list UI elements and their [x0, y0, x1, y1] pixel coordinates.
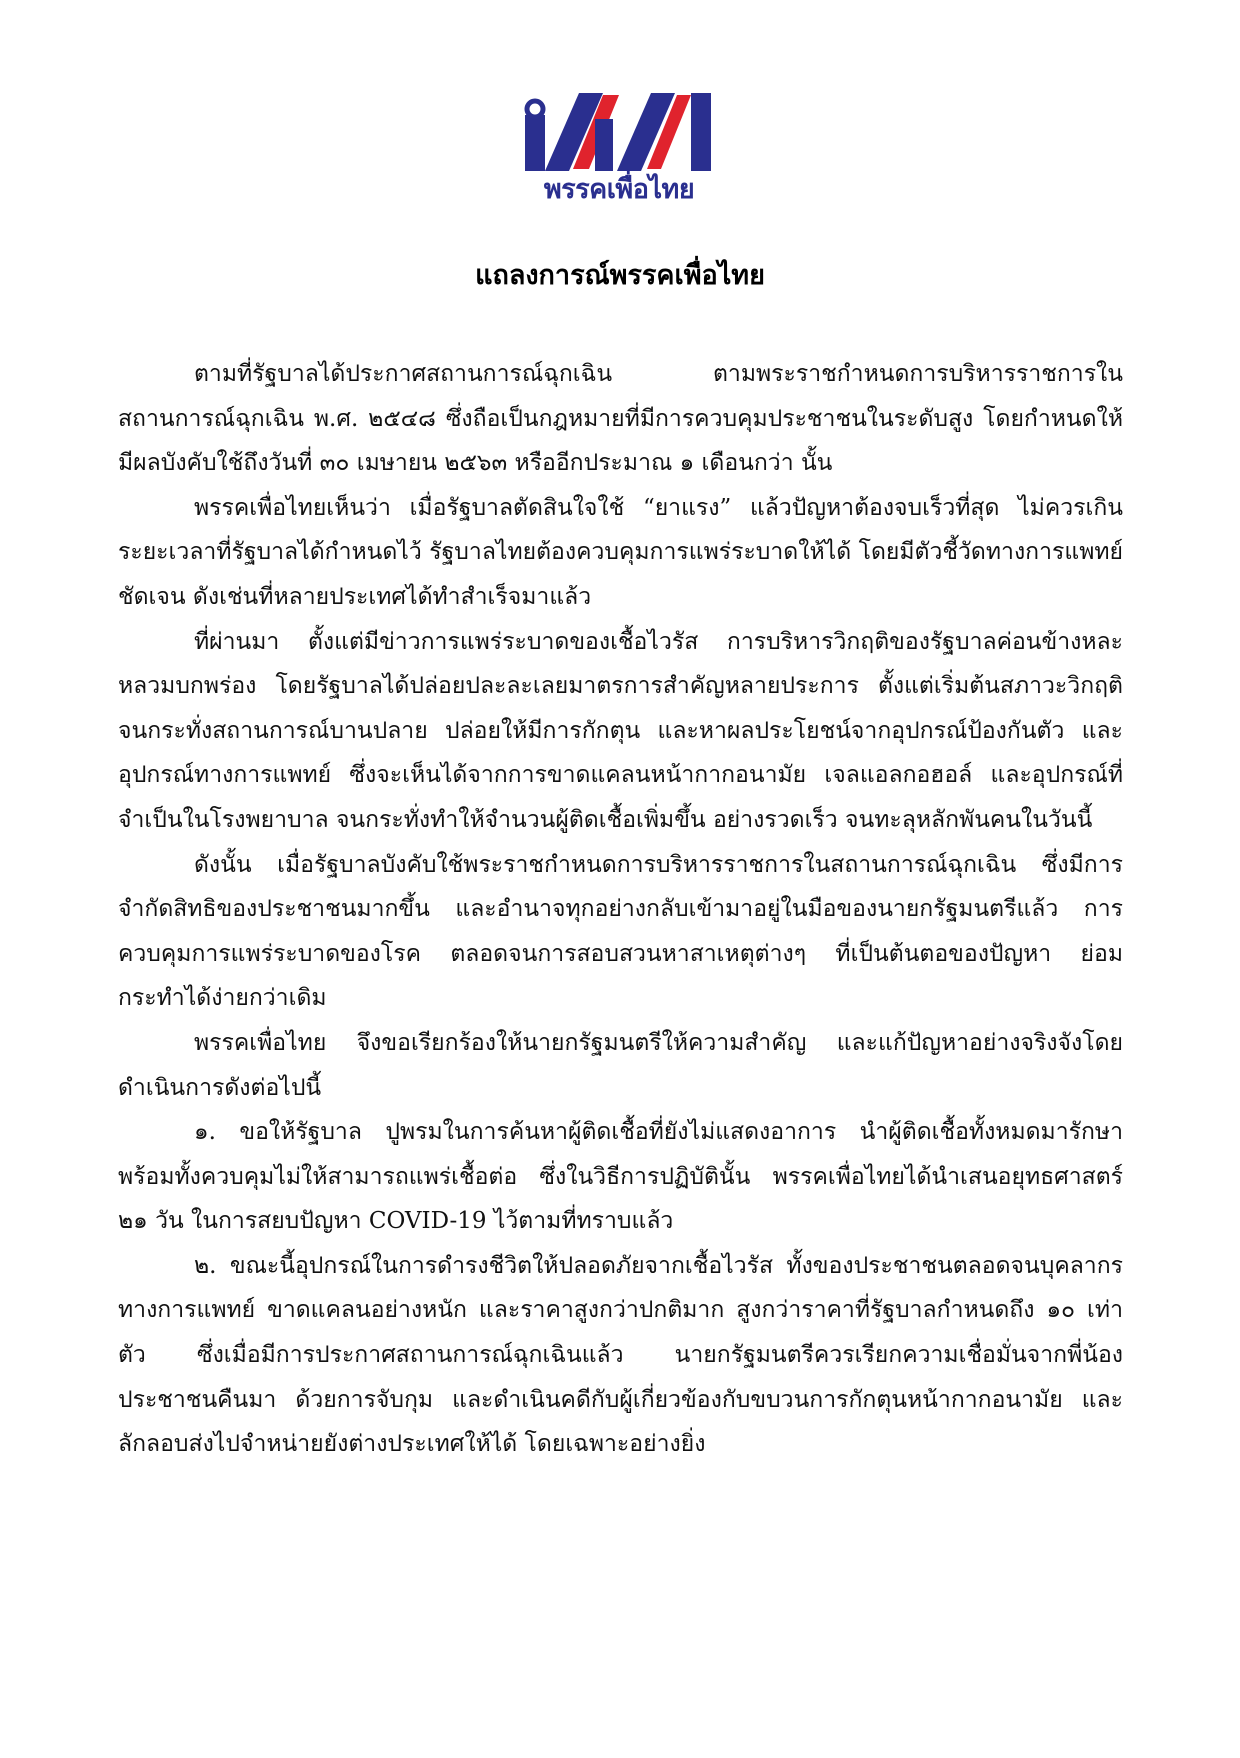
- paragraph-7: ๒. ขณะนี้อุปกรณ์ในการดำรงชีวิตให้ปลอดภัยจากเชื้อไวรัส ทั้งของประชาชนตลอดจนบุคลากรทางการแพทย์ ขาดแคลนอย่างหนัก และราคาสูงกว่าปกติมาก สูงกว่าราคาที่รัฐบาลกำหนดถึง ๑๐ เท่าตัว ซึ่งเมื่อมีการประกาศสถานการณ์ฉุกเฉินแล้ว นายกรัฐมนตรีควรเรียกความเชื่อมั่นจากพี่น้องประชาชนคืนมา ด้วยการจับกุม และดำเนินคดีกับผู้เกี่ยวข้องกับขบวนการกักตุนหน้ากากอนามัย และลักลอบส่งไปจำหน่ายยังต่างประเทศให้ได้ โดยเฉพาะอย่างยิ่ง: [118, 1252, 1123, 1458]
- statement-body: [118, 352, 1123, 1467]
- paragraph-2: พรรคเพื่อไทยเห็นว่า เมื่อรัฐบาลตัดสินใจใช้ “ยาแรง” แล้วปัญหาต้องจบเร็วที่สุด ไม่ควรเกินระยะเวลาที่รัฐบาลได้กำหนดไว้ รัฐบาลไทยต้องควบคุมการแพร่ระบาดให้ได้ โดยมีตัวชี้วัดทางการแพทย์ชัดเจน ดังเช่นที่หลายประเทศได้ทำสำเร็จมาแล้ว: [118, 494, 1123, 610]
- party-logo-text: พรรคเพื่อไทย: [543, 174, 695, 205]
- paragraph-3: ที่ผ่านมา ตั้งแต่มีข่าวการแพร่ระบาดของเชื้อไวรัส การบริหารวิกฤติของรัฐบาลค่อนข้างหละหลวมบกพร่อง โดยรัฐบาลได้ปล่อยปละละเลยมาตรการสำคัญหลายประการ ตั้งแต่เริ่มต้นสภาวะวิกฤติ จนกระทั่งสถานการณ์บานปลาย ปล่อยให้มีการกักตุน และหาผลประโยชน์จากอุปกรณ์ป้องกันตัว และอุปกรณ์ทางการแพทย์ ซึ่งจะเห็นได้จากการขาดแคลนหน้ากากอนามัย เจลแอลกอฮอล์ และอุปกรณ์ที่จำเป็นในโรงพยาบาล จนกระทั่งทำให้จำนวนผู้ติดเชื้อเพิ่มขึ้น อย่างรวดเร็ว จนทะลุหลักพันคนในวันนี้: [118, 628, 1123, 833]
- paragraph-5: พรรคเพื่อไทย จึงขอเรียกร้องให้นายกรัฐมนตรีให้ความสำคัญ และแก้ปัญหาอย่างจริงจังโดยดำเนินการดังต่อไปนี้: [118, 1029, 1123, 1101]
- party-logo: [519, 89, 719, 209]
- page-title: แถลงการณ์พรรคเพื่อไทย: [475, 260, 765, 291]
- paragraph-4: ดังนั้น เมื่อรัฐบาลบังคับใช้พระราชกำหนดการบริหารราชการในสถานการณ์ฉุกเฉิน ซึ่งมีการจำกัดสิทธิของประชาชนมากขึ้น และอำนาจทุกอย่างกลับเข้ามาอยู่ในมือของนายกรัฐมนตรีแล้ว การควบคุมการแพร่ระบาดของโรค ตลอดจนการสอบสวนหาสาเหตุต่างๆ ที่เป็นต้นตอของปัญหา ย่อมกระทำได้ง่ายกว่าเดิม: [118, 851, 1123, 1012]
- paragraph-1: ตามที่รัฐบาลได้ประกาศสถานการณ์ฉุกเฉิน ตามพระราชกำหนดการบริหารราชการในสถานการณ์ฉุกเฉิน พ.ศ. ๒๕๔๘ ซึ่งถือเป็นกฎหมายที่มีการควบคุมประชาชนในระดับสูง โดยกำหนดให้มีผลบังคับใช้ถึงวันที่ ๓๐ เมษายน ๒๕๖๓ หรืออีกประมาณ ๑ เดือนกว่า นั้น: [118, 361, 1123, 477]
- party-logo-mark: [519, 89, 719, 175]
- paragraph-6: ๑. ขอให้รัฐบาล ปูพรมในการค้นหาผู้ติดเชื้อที่ยังไม่แสดงอาการ นำผู้ติดเชื้อทั้งหมดมารักษา พร้อมทั้งควบคุมไม่ให้สามารถแพร่เชื้อต่อ ซึ่งในวิธีการปฏิบัตินั้น พรรคเพื่อไทยได้นำเสนอยุทธศาสตร์ ๒๑ วัน ในการสยบปัญหา COVID-19 ไว้ตามที่ทราบแล้ว: [118, 1119, 1123, 1235]
